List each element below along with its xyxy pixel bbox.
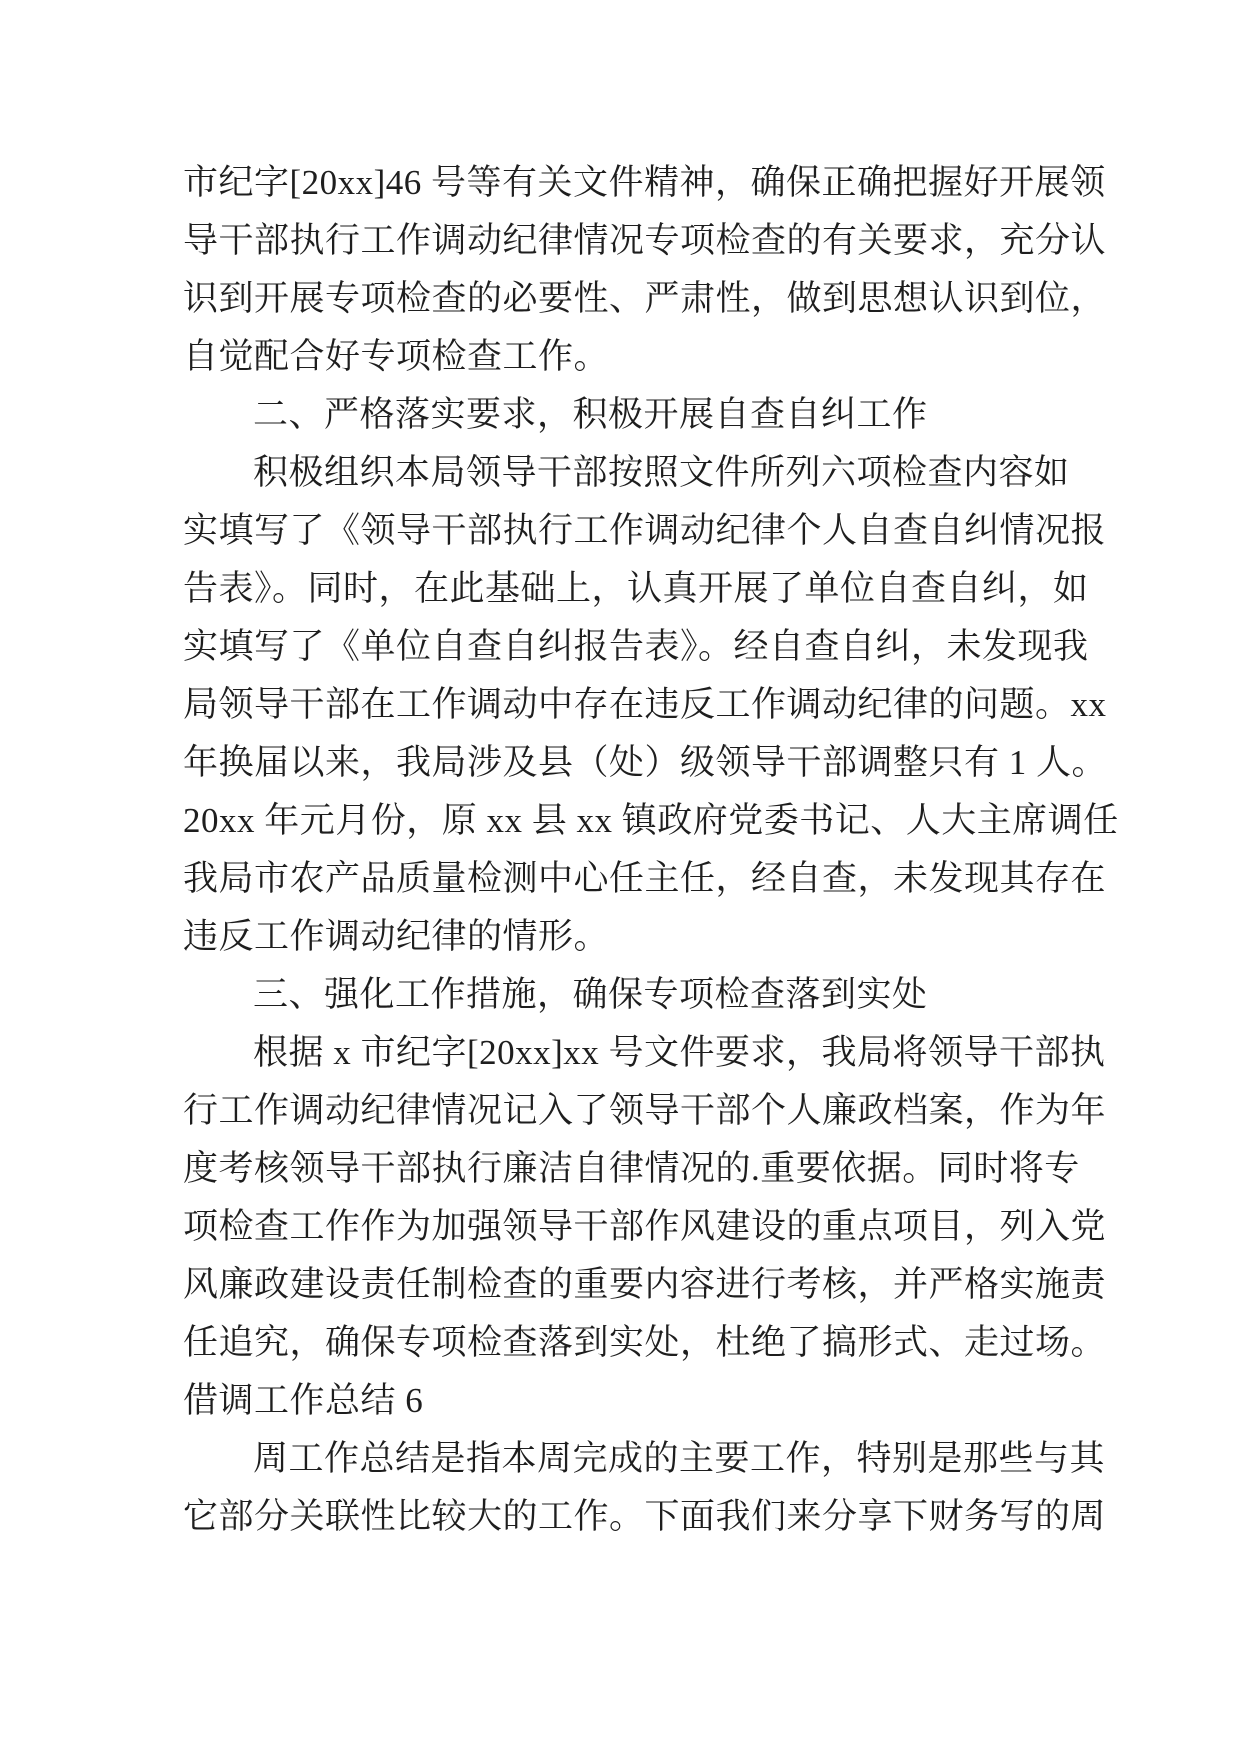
text-line: 任追究，确保专项检查落到实处，杜绝了搞形式、走过场。	[183, 1323, 1107, 1362]
text-line: 年换届以来，我局涉及县（处）级领导干部调整只有 1 人。	[183, 743, 1108, 782]
text-line: 导干部执行工作调动纪律情况专项检查的有关要求，充分认	[183, 221, 1107, 260]
text-line: 风廉政建设责任制检查的重要内容进行考核，并严格实施责	[183, 1265, 1107, 1304]
text-line: 自觉配合好专项检查工作。	[183, 337, 610, 376]
text-line: 20xx 年元月份，原 xx 县 xx 镇政府党委书记、人大主席调任	[183, 801, 1119, 840]
text-line: 市纪字[20xx]46 号等有关文件精神，确保正确把握好开展领	[183, 163, 1106, 202]
text-line: 告表》。同时，在此基础上，认真开展了单位自查自纠，如	[183, 569, 1089, 608]
text-line: 局领导干部在工作调动中存在违反工作调动纪律的问题。xx	[183, 685, 1107, 724]
text-line: 二、严格落实要求，积极开展自查自纠工作	[253, 395, 928, 434]
text-line: 根据 x 市纪字[20xx]xx 号文件要求，我局将领导干部执	[253, 1033, 1106, 1072]
text-line: 积极组织本局领导干部按照文件所列六项检查内容如	[253, 453, 1070, 492]
text-line: 度考核领导干部执行廉洁自律情况的.重要依据。同时将专	[183, 1149, 1080, 1188]
text-line: 行工作调动纪律情况记入了领导干部个人廉政档案，作为年	[183, 1091, 1107, 1130]
text-line: 实填写了《单位自查自纠报告表》。经自查自纠，未发现我	[183, 627, 1089, 666]
text-line: 我局市农产品质量检测中心任主任，经自查，未发现其存在	[183, 859, 1107, 898]
text-line: 识到开展专项检查的必要性、严肃性，做到思想认识到位，	[183, 279, 1107, 318]
text-line: 它部分关联性比较大的工作。下面我们来分享下财务写的周	[183, 1497, 1107, 1536]
text-line: 借调工作总结 6	[183, 1381, 424, 1420]
text-line: 违反工作调动纪律的情形。	[183, 917, 610, 956]
text-line: 实填写了《领导干部执行工作调动纪律个人自查自纠情况报	[183, 511, 1107, 550]
text-line: 项检查工作作为加强领导干部作风建设的重点项目，列入党	[183, 1207, 1107, 1246]
document-text-block	[183, 154, 1119, 1546]
text-line: 周工作总结是指本周完成的主要工作，特别是那些与其	[253, 1439, 1106, 1478]
text-line: 三、强化工作措施，确保专项检查落到实处	[253, 975, 928, 1014]
